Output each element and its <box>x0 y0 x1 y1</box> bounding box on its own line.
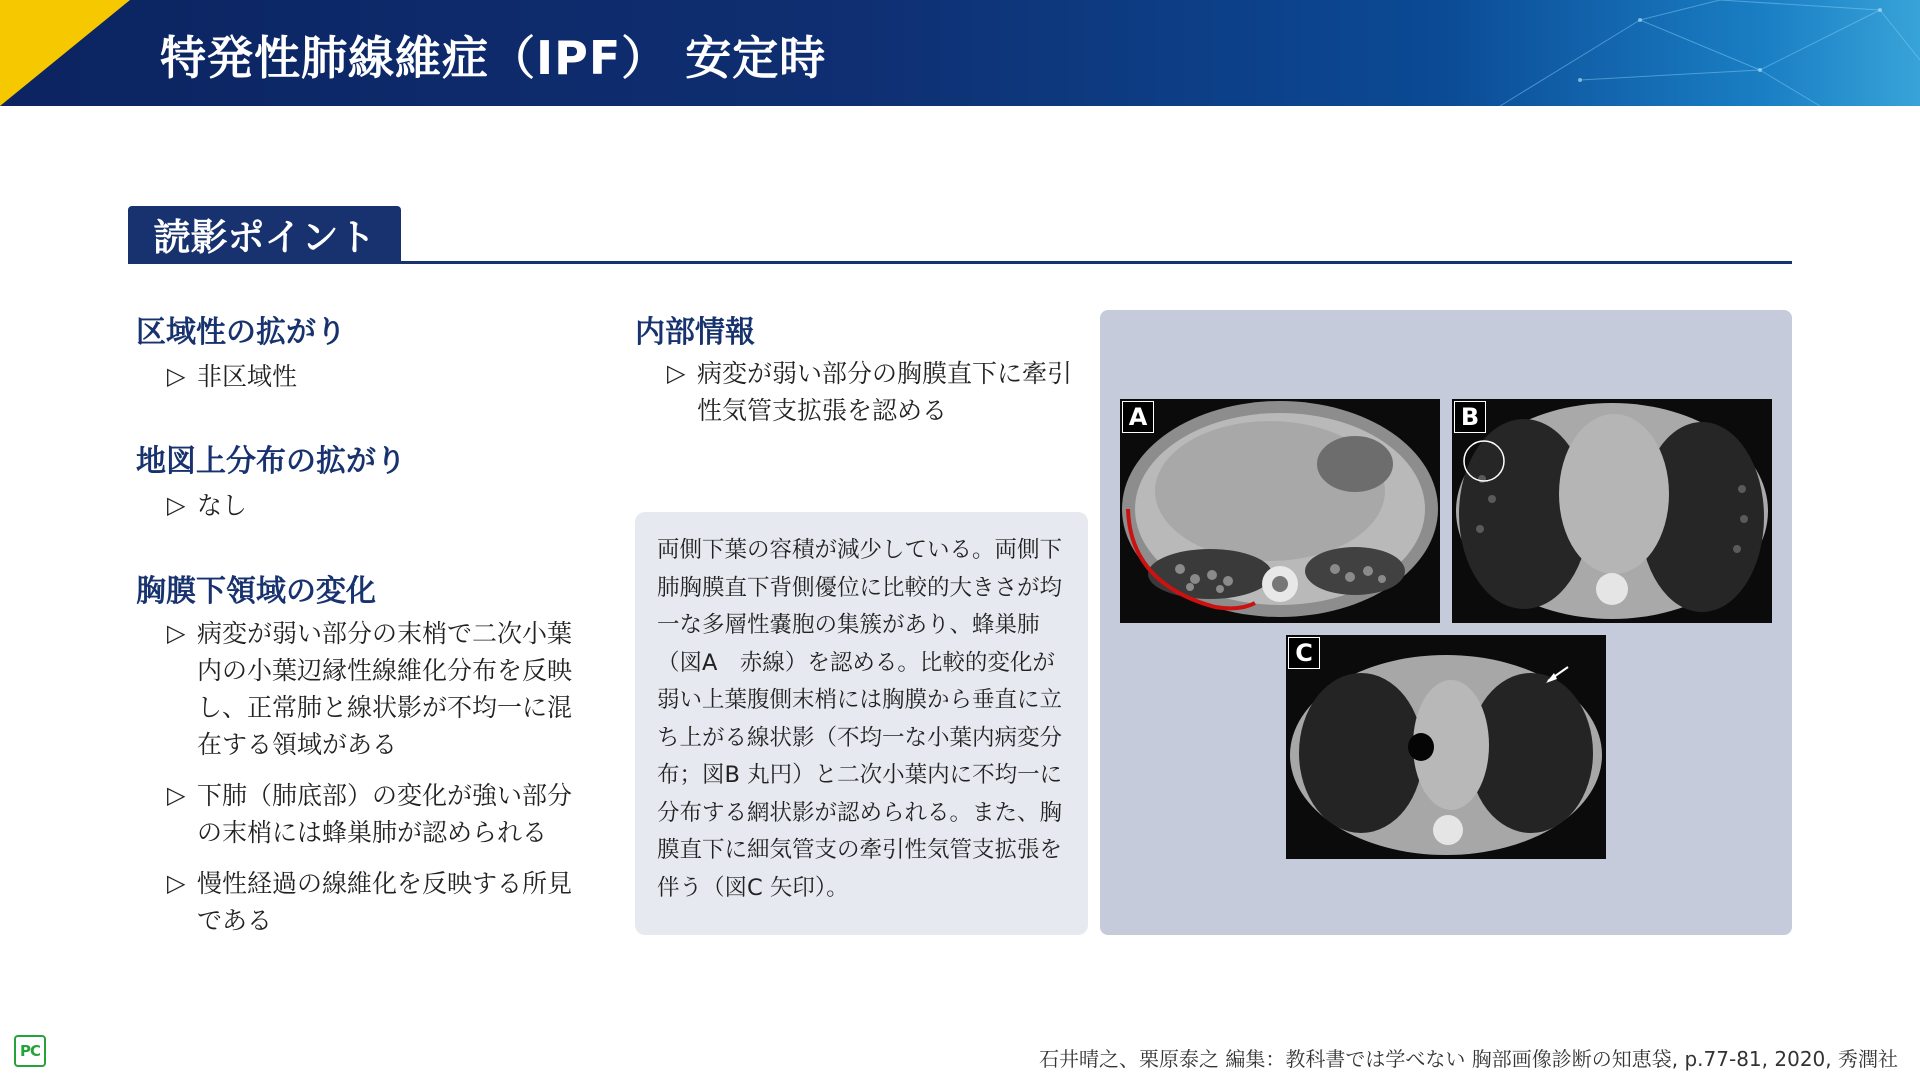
heading-internal-info: 内部情報 <box>635 315 755 350</box>
network-decoration <box>1460 0 1920 106</box>
ct-scan-image <box>1286 635 1606 859</box>
bullet-item: ▷ 下肺（肺底部）の変化が強い部分の末梢には蜂巣肺が認められる <box>197 777 592 851</box>
publisher-logo: PC <box>14 1035 46 1067</box>
triangle-bullet-icon: ▷ <box>167 869 186 897</box>
section-label: 読影ポイント <box>128 206 401 262</box>
bullet-item: ▷ 慢性経過の線維化を反映する所見である <box>197 865 592 939</box>
triangle-bullet-icon: ▷ <box>167 781 186 809</box>
findings-description: 両側下葉の容積が減少している。両側下肺胸膜直下背側優位に比較的大きさが均一な多層性嚢胞の集簇があり、蜂巣肺（図A 赤線）を認める。比較的変化が弱い上葉腹側末梢には胸膜から垂直に立ち上がる線状影（不均一な小葉内病変分布；図B 丸円）と二次小葉内に不均一に分布する網状影が認められる。また、胸膜直下に細気管支の牽引性気管支拡張を伴う（図C 矢印）。 <box>635 512 1088 935</box>
ct-scan-image <box>1120 399 1440 623</box>
heading-subpleural-change: 胸膜下領域の変化 <box>136 574 376 609</box>
heading-segmental-spread: 区域性の拡がり <box>136 315 346 350</box>
bullet-item: ▷ 非区域性 <box>197 358 577 395</box>
ct-image-c <box>1286 635 1606 859</box>
ct-image-a <box>1120 399 1440 623</box>
bullet-item: ▷ 病変が弱い部分の末梢で二次小葉内の小葉辺縁性線維化分布を反映し、正常肺と線状影が不均一に混在する領域がある <box>197 615 592 763</box>
bullet-item: ▷ なし <box>197 487 577 524</box>
ct-image-panel <box>1100 310 1792 935</box>
heading-geographic-spread: 地図上分布の拡がり <box>136 444 406 479</box>
image-label-b: B <box>1454 401 1486 433</box>
triangle-bullet-icon: ▷ <box>667 359 686 387</box>
bullet-item: ▷ 病変が弱い部分の胸膜直下に牽引性気管支拡張を認める <box>697 355 1072 429</box>
image-label-c: C <box>1288 637 1320 669</box>
section-divider <box>128 261 1792 264</box>
page-title: 特発性肺線維症（IPF） 安定時 <box>160 31 827 85</box>
triangle-bullet-icon: ▷ <box>167 619 186 647</box>
ct-image-b <box>1452 399 1772 623</box>
ct-scan-image <box>1452 399 1772 623</box>
title-banner <box>0 0 1920 106</box>
citation: 石井晴之、栗原泰之 編集：教科書では学べない 胸部画像診断の知恵袋, p.77-81, 2020, 秀潤社 <box>1039 1047 1898 1071</box>
triangle-bullet-icon: ▷ <box>167 491 186 519</box>
image-label-a: A <box>1122 401 1154 433</box>
banner-accent-yellow <box>0 0 130 106</box>
triangle-bullet-icon: ▷ <box>167 362 186 390</box>
